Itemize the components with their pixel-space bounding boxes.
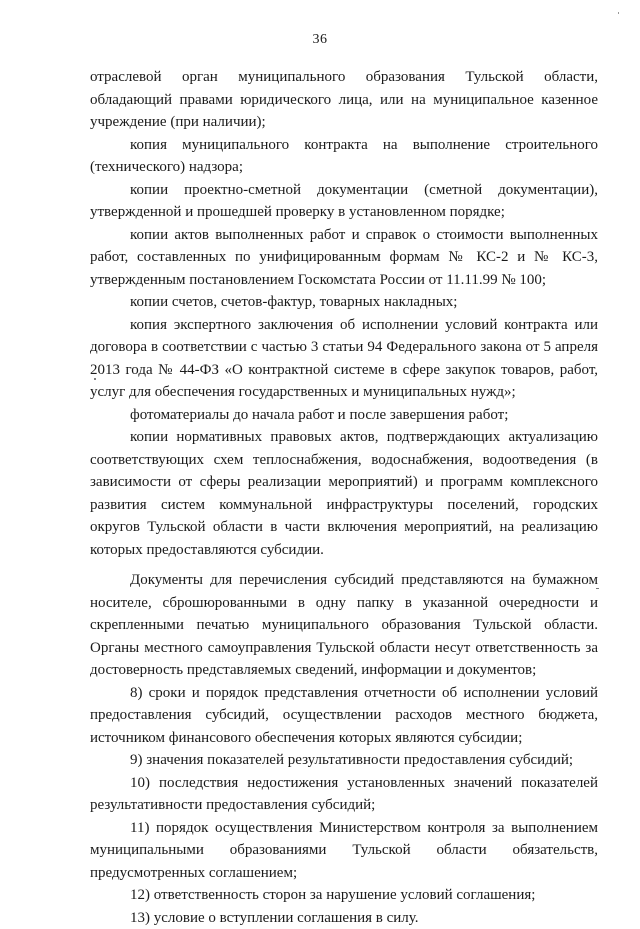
paragraph: отраслевой орган муниципального образования Тульской области, обладающий правами юридического лица, или на муниципальное казенное учреждение (при наличии); [90, 66, 598, 134]
paragraph: 12) ответственность сторон за нарушение условий соглашения; [90, 884, 598, 907]
paragraph: 13) условие о вступлении соглашения в силу. [90, 907, 598, 929]
paragraph: фотоматериалы до начала работ и после завершения работ; [90, 404, 598, 427]
scan-speck [618, 12, 619, 14]
paragraph: 11) порядок осуществления Министерством контроля за выполнением муниципальными образованиями Тульской области обязательств, предусмотренных соглашением; [90, 817, 598, 885]
paragraph: Документы для перечисления субсидий представляются на бумажном носителе, сброшюрованными в одну папку в указанной очередности и скрепленными печатью муниципального образования Тульской области. Органы местного самоуправления Тульской области несут ответственность за достоверность представляемых сведений, информации и документов; [90, 569, 598, 682]
document-body [90, 66, 598, 929]
paragraph-gap [90, 561, 598, 569]
paragraph: 9) значения показателей результативности предоставления субсидий; [90, 749, 598, 772]
paragraph: 8) сроки и порядок представления отчетности об исполнении условий предоставления субсидий, осуществлении расходов местного бюджета, источником финансового обеспечения которых являются субсидии; [90, 682, 598, 750]
paragraph: копии актов выполненных работ и справок о стоимости выполненных работ, составленных по унифицированным формам № КС-2 и № КС-3, утвержденным постановлением Госкомстата России от 11.11.99 № 100; [90, 224, 598, 292]
paragraph: копия муниципального контракта на выполнение строительного (технического) надзора; [90, 134, 598, 179]
page-number: 36 [0, 32, 640, 48]
paragraph: копии проектно-сметной документации (сметной документации), утвержденной и прошедшей проверку в установленном порядке; [90, 179, 598, 224]
paragraph: 10) последствия недостижения установленных значений показателей результативности предоставления субсидий; [90, 772, 598, 817]
paragraph: копия экспертного заключения об исполнении условий контракта или договора в соответствии с частью 3 статьи 94 Федерального закона от 5 апреля 2013 года № 44-ФЗ «О контрактной системе в сфере закупок товаров, работ, услуг для обеспечения государственных и муниципальных нужд»; [90, 314, 598, 404]
paragraph: копии нормативных правовых актов, подтверждающих актуализацию соответствующих схем теплоснабжения, водоснабжения, водоотведения (в зависимости от сферы реализации мероприятий) и программ комплексного развития систем коммунальной инфраструктуры поселений, городских округов Тульской области в части включения мероприятий, на реализацию которых предоставляются субсидии. [90, 426, 598, 561]
paragraph: копии счетов, счетов-фактур, товарных накладных; [90, 291, 598, 314]
